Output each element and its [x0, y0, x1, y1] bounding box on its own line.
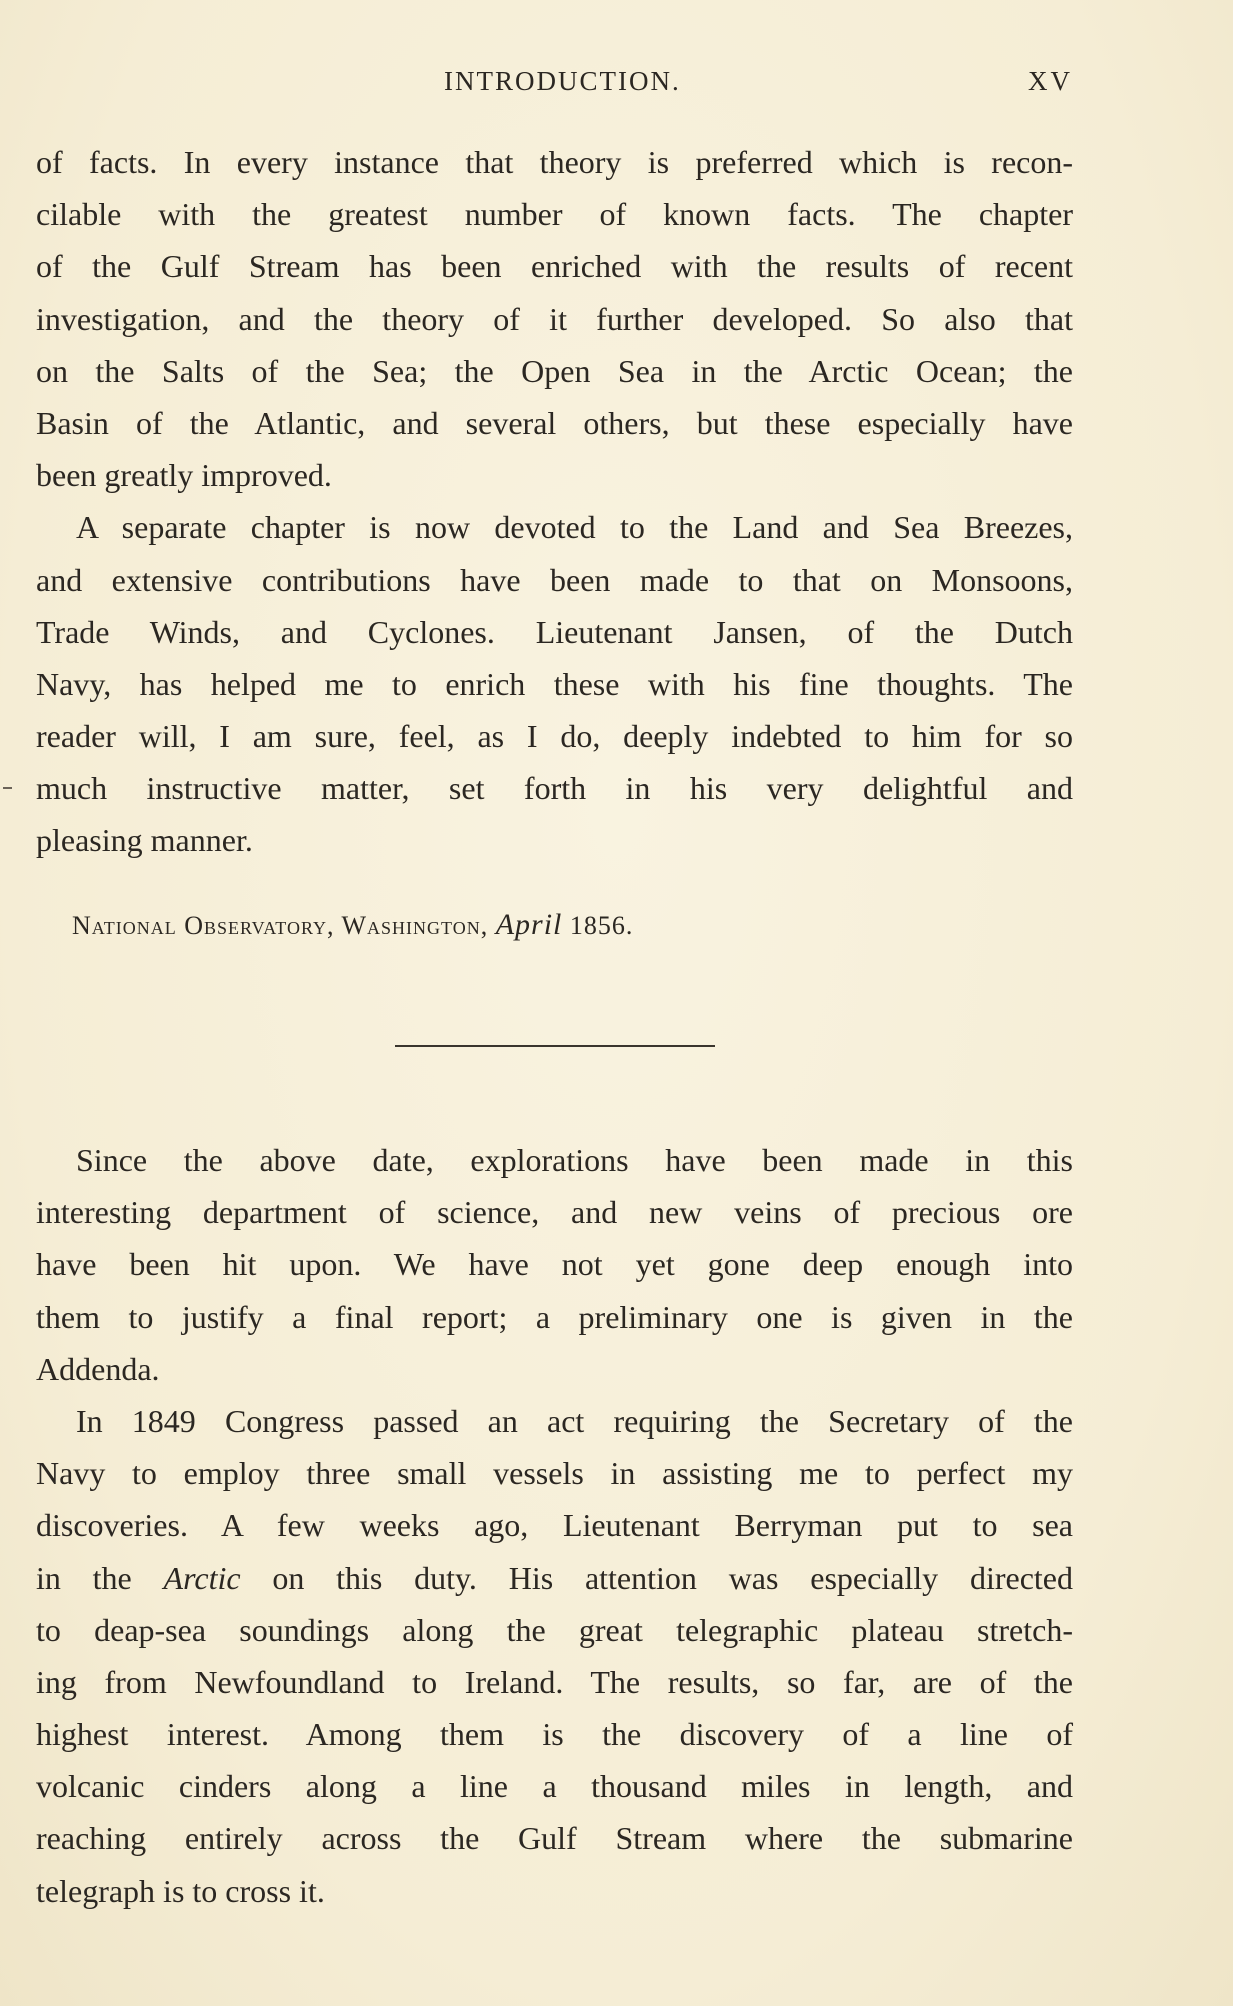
text-line: Navy to employ three small vessels in assisting me to perfect my [36, 1455, 1073, 1492]
text-line: telegraph is to cross it. [36, 1872, 325, 1909]
text-line: Navy, has helped me to enrich these with his fine thoughts. The [36, 665, 1073, 702]
ship-name: Arctic [163, 1559, 241, 1596]
text-line: A separate chapter is now devoted to the Land and Sea Breezes, [76, 509, 1073, 546]
text-line: much instructive matter, set forth in his very delightful and [36, 770, 1073, 807]
running-head [36, 66, 1073, 106]
section-divider [395, 1045, 715, 1047]
text-line: volcanic cinders along a line a thousand miles in length, and [36, 1768, 1073, 1805]
signature-place: National Observatory, Washington, [72, 911, 489, 940]
margin-mark [3, 787, 12, 789]
text-line: on the Salts of the Sea; the Open Sea in the Arctic Ocean; the [36, 352, 1073, 389]
paragraph-block-2 [36, 1134, 1073, 1917]
chapter-title: INTRODUCTION. [444, 66, 681, 96]
text-line: highest interest. Among them is the discovery of a line of [36, 1716, 1073, 1753]
text-segment: on this duty. His attention was especially directed [240, 1559, 1074, 1596]
text-line: of facts. In every instance that theory is preferred which is recon- [36, 144, 1073, 180]
text-line: Basin of the Atlantic, and several others, but these especially have [36, 404, 1073, 441]
text-segment: in the [36, 1559, 132, 1596]
text-line: of the Gulf Stream has been enriched with the results of recent [36, 248, 1073, 285]
text-line: In 1849 Congress passed an act requiring the Secretary of the [76, 1402, 1073, 1439]
text-line: Since the above date, explorations have been made in this [76, 1142, 1073, 1178]
text-line: been greatly improved. [36, 457, 332, 494]
text-line: Trade Winds, and Cyclones. Lieutenant Jansen, of the Dutch [36, 613, 1073, 650]
signature-month: April [495, 908, 563, 941]
text-line: to deap-sea soundings along the great telegraphic plateau stretch- [36, 1611, 1073, 1648]
text-line: and extensive contributions have been made to that on Monsoons, [36, 561, 1073, 598]
text-line: cilable with the greatest number of known facts. The chapter [36, 196, 1073, 233]
text-line: reader will, I am sure, feel, as I do, deeply indebted to him for so [36, 718, 1073, 755]
page-number: XV [1028, 66, 1073, 96]
text-line: reaching entirely across the Gulf Stream where the submarine [36, 1820, 1073, 1857]
text-line: discoveries. A few weeks ago, Lieutenant Berryman put to sea [36, 1507, 1073, 1544]
date-line [72, 908, 633, 942]
text-line-with-italic [36, 1552, 1073, 1604]
paragraph-block-1 [36, 136, 1073, 867]
text-line: interesting department of science, and new veins of precious ore [36, 1194, 1073, 1231]
text-line: have been hit upon. We have not yet gone deep enough into [36, 1246, 1073, 1283]
signature-year: 1856. [569, 911, 634, 940]
text-line: them to justify a final report; a preliminary one is given in the [36, 1298, 1073, 1335]
text-line: Addenda. [36, 1350, 160, 1387]
text-line: pleasing manner. [36, 822, 253, 859]
text-line: investigation, and the theory of it further developed. So also that [36, 300, 1073, 337]
text-line: ing from Newfoundland to Ireland. The results, so far, are of the [36, 1663, 1073, 1700]
